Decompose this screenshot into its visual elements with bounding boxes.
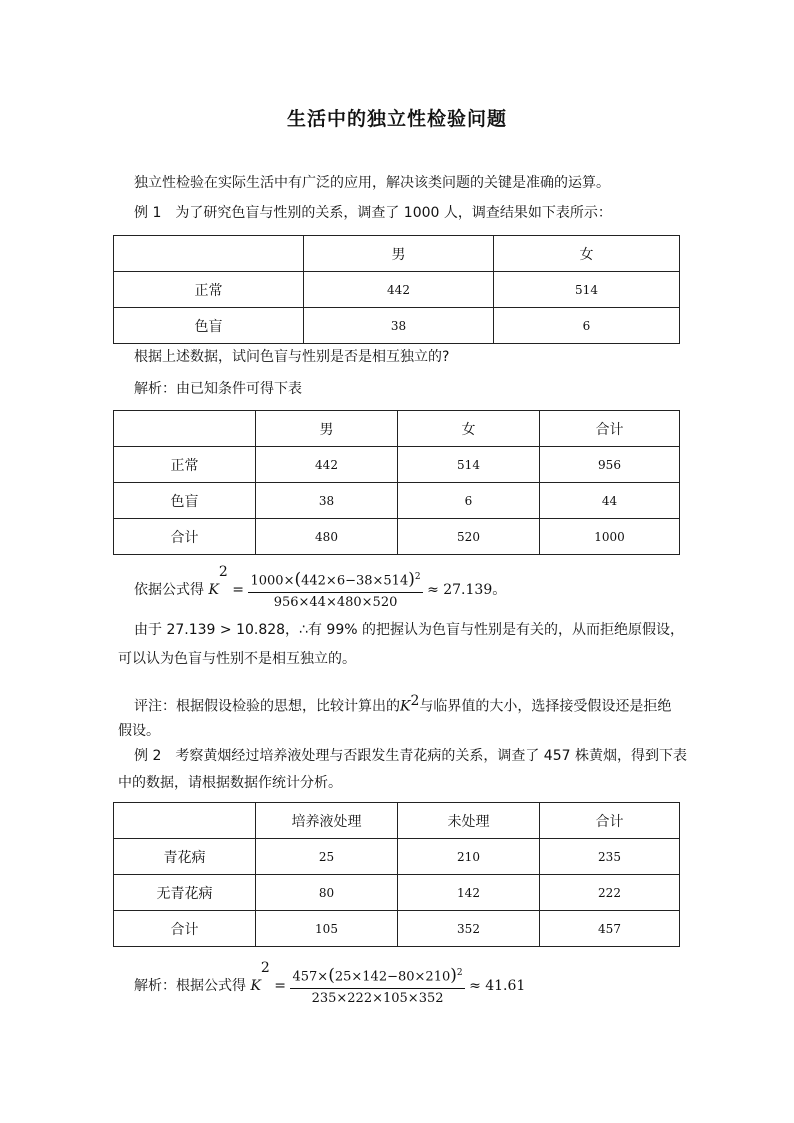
table-cell: 培养液处理 xyxy=(256,803,398,839)
table-cell: 合计 xyxy=(114,911,256,947)
table-cell: 合计 xyxy=(540,803,680,839)
formula-exp: 2 xyxy=(260,960,270,976)
comment-text-a: 评注：根据假设检验的思想，比较计算出的 xyxy=(134,698,400,715)
example2-prompt-line2: 中的数据，请根据数据作统计分析。 xyxy=(118,775,342,791)
formula-end: 。 xyxy=(492,582,507,598)
table-cell: 105 xyxy=(256,911,398,947)
table-cell: 520 xyxy=(398,519,540,555)
table-cell: 女 xyxy=(494,236,680,272)
table-cell: 未处理 xyxy=(398,803,540,839)
table-cell: 25 xyxy=(256,839,398,875)
table-cell: 合计 xyxy=(540,411,680,447)
example2-prompt-line1: 例 2 考察黄烟经过培养液处理与否跟发生青花病的关系，调查了 457 株黄烟，得到下表 xyxy=(134,748,687,764)
example1-formula xyxy=(134,561,506,612)
table-cell: 色盲 xyxy=(114,483,256,519)
formula-approx: ≈ 41.61 xyxy=(469,978,526,994)
table-cell: 正常 xyxy=(114,447,256,483)
table-row xyxy=(114,447,680,483)
table-cell: 6 xyxy=(398,483,540,519)
table-cell xyxy=(114,803,256,839)
table-header-row xyxy=(114,236,680,272)
example1-table1 xyxy=(113,235,680,344)
table-cell: 男 xyxy=(304,236,494,272)
table-cell: 235 xyxy=(540,839,680,875)
table-cell: 457 xyxy=(540,911,680,947)
formula-approx: ≈ 27.139 xyxy=(427,582,493,598)
table-cell: 442 xyxy=(256,447,398,483)
table-row xyxy=(114,839,680,875)
table-cell: 合计 xyxy=(114,519,256,555)
table-cell: 38 xyxy=(304,308,494,344)
table-cell: 男 xyxy=(256,411,398,447)
table-cell xyxy=(114,236,304,272)
formula-prefix: 解析：根据公式得 xyxy=(134,978,246,994)
table-cell: 514 xyxy=(398,447,540,483)
formula-prefix: 依据公式得 xyxy=(134,582,204,598)
formula-k: K xyxy=(208,582,219,598)
example1-question: 根据上述数据，试问色盲与性别是否是相互独立的? xyxy=(134,349,450,365)
table-cell: 442 xyxy=(304,272,494,308)
formula-fraction xyxy=(290,964,464,1007)
formula-num-b: 25×142−80×210 xyxy=(334,969,451,985)
table-cell: 1000 xyxy=(540,519,680,555)
example1-table2 xyxy=(113,410,680,555)
table-row xyxy=(114,875,680,911)
table-cell: 956 xyxy=(540,447,680,483)
comment-k-exp: 2 xyxy=(410,693,420,709)
table-header-row xyxy=(114,411,680,447)
table-cell: 38 xyxy=(256,483,398,519)
table-cell: 210 xyxy=(398,839,540,875)
table-cell: 514 xyxy=(494,272,680,308)
table-row xyxy=(114,272,680,308)
table-cell: 480 xyxy=(256,519,398,555)
table-cell: 6 xyxy=(494,308,680,344)
table-cell xyxy=(114,411,256,447)
intro-paragraph: 独立性检验在实际生活中有广泛的应用，解决该类问题的关键是准确的运算。 xyxy=(134,175,610,191)
table-row xyxy=(114,519,680,555)
table-row xyxy=(114,911,680,947)
example2-table xyxy=(113,802,680,947)
table-cell: 色盲 xyxy=(114,308,304,344)
example1-conclusion-line2: 可以认为色盲与性别不是相互独立的。 xyxy=(118,651,356,667)
formula-numerator: $1000\times(442\times 6-38\times 514)^2$ xyxy=(248,568,422,592)
example1-conclusion-line1: 由于 27.139 > 10.828，∴有 99% 的把握认为色盲与性别是有关的，从而拒绝原假设， xyxy=(134,622,684,638)
formula-numerator: $457\times(25\times 142-80\times 210)^2$ xyxy=(290,964,464,988)
table-row xyxy=(114,483,680,519)
formula-eq: = xyxy=(232,582,245,598)
table-header-row xyxy=(114,803,680,839)
table-cell: 青花病 xyxy=(114,839,256,875)
example1-comment-line2: 假设。 xyxy=(118,723,160,739)
page-title: 生活中的独立性检验问题 xyxy=(286,108,507,130)
formula-eq: = xyxy=(274,978,287,994)
table-cell: 352 xyxy=(398,911,540,947)
table-cell: 142 xyxy=(398,875,540,911)
comment-text-b: 与临界值的大小，选择接受假设还是拒绝 xyxy=(419,698,672,715)
formula-num-b: 442×6−38×514 xyxy=(301,573,409,589)
formula-num-a: 457× xyxy=(292,969,329,985)
table-row xyxy=(114,308,680,344)
formula-num-a: 1000× xyxy=(250,573,295,589)
formula-denominator: 235×222×105×352 xyxy=(311,990,444,1006)
formula-denominator: 956×44×480×520 xyxy=(273,594,398,610)
table-cell: 正常 xyxy=(114,272,304,308)
table-cell: 无青花病 xyxy=(114,875,256,911)
table-cell: 女 xyxy=(398,411,540,447)
formula-num-exp: 2 xyxy=(456,968,463,979)
table-cell: 222 xyxy=(540,875,680,911)
formula-exp: 2 xyxy=(218,564,228,580)
table-cell: 80 xyxy=(256,875,398,911)
example2-formula xyxy=(134,957,525,1008)
formula-k: K xyxy=(250,978,261,994)
table-cell: 44 xyxy=(540,483,680,519)
comment-k: K xyxy=(400,698,411,715)
example1-analysis: 解析：由已知条件可得下表 xyxy=(134,381,302,397)
example1-comment-line1 xyxy=(134,690,671,718)
example1-prompt: 例 1 为了研究色盲与性别的关系，调查了 1000 人，调查结果如下表所示： xyxy=(134,205,612,221)
formula-fraction xyxy=(248,568,422,611)
formula-num-exp: 2 xyxy=(414,572,421,583)
